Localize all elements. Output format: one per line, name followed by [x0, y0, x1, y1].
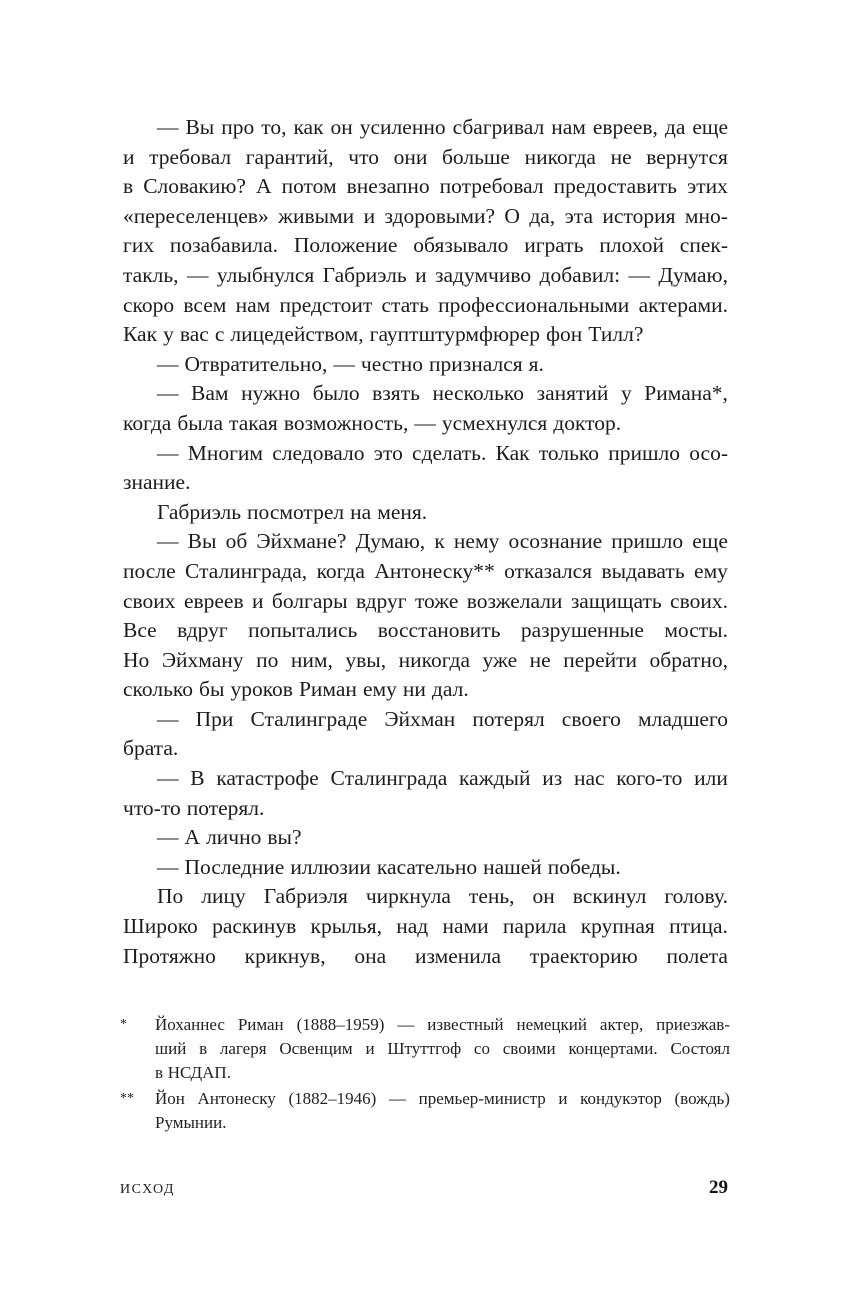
footnote-marker: **	[120, 1091, 134, 1106]
text-line: скоро всем нам предстоит стать профессиональными актерами.	[123, 292, 728, 317]
text-line: — Вам нужно было взять несколько занятий у Римана*,	[157, 381, 728, 406]
text-line: в Словакию? А потом внезапно потребовал предоставить этих	[123, 174, 728, 199]
footnote-text	[155, 1013, 730, 1085]
text-line: ший в лагеря Освенцим и Штуттгоф со своими концертами. Состоял	[155, 1039, 730, 1058]
text-line: брата.	[123, 736, 179, 761]
text-line: Йон Антонеску (1882–1946) — премьер-министр и кондукэтор (вождь)	[155, 1089, 730, 1108]
running-head: ИСХОД	[120, 1182, 175, 1197]
text-line: такль, — улыбнулся Габриэль и задумчиво добавил: — Думаю,	[123, 262, 728, 287]
text-line: в НСДАП.	[155, 1063, 231, 1082]
text-line: Но Эйхману по ним, увы, никогда уже не перейти обратно,	[123, 647, 728, 672]
text-line: — Многим следовало это сделать. Как только пришло осо-	[157, 440, 728, 465]
page-footer	[120, 1177, 728, 1199]
text-line: Протяжно крикнув, она изменила траекторию полета	[123, 943, 728, 968]
footnote-text	[155, 1087, 730, 1135]
footnote	[120, 1087, 730, 1135]
text-line: после Сталинграда, когда Антонеску** отказался выдавать ему	[123, 558, 728, 583]
text-line: Широко раскинув крылья, над нами парила крупная птица.	[123, 914, 728, 939]
text-line: — Последние иллюзии касательно нашей победы.	[157, 854, 621, 879]
text-line: гих позабавила. Положение обязывало играть плохой спек-	[123, 233, 728, 258]
main-text	[123, 113, 728, 971]
text-line: — Вы про то, как он усиленно сбагривал нам евреев, да еще	[157, 115, 728, 139]
text-line: Румынии.	[155, 1113, 227, 1132]
text-line: — Вы об Эйхмане? Думаю, к нему осознание пришло еще	[157, 529, 728, 554]
text-line: своих евреев и болгары вдруг тоже возжелали защищать своих.	[123, 588, 728, 613]
text-line: Габриэль посмотрел на меня.	[157, 499, 428, 524]
text-line: «переселенцев» живыми и здоровыми? О да, эта история мно-	[123, 203, 728, 228]
text-line: — Отвратительно, — честно признался я.	[157, 351, 544, 376]
text-line: что-то потерял.	[123, 795, 265, 820]
text-line: когда была такая возможность, — усмехнулся доктор.	[123, 410, 622, 435]
text-line: сколько бы уроков Риман ему ни дал.	[123, 677, 469, 702]
footnote	[120, 1013, 730, 1085]
text-line: Как у вас с лицедейством, гауптштурмфюрер фон Тилл?	[123, 322, 644, 347]
text-line: знание.	[123, 470, 191, 495]
text-line: По лицу Габриэля чиркнула тень, он вскинул голову.	[157, 884, 728, 909]
text-line: Йоханнес Риман (1888–1959) — известный немецкий актер, приезжав-	[155, 1015, 730, 1034]
text-line: — А лично вы?	[157, 825, 302, 850]
text-line: Все вдруг попытались восстановить разрушенные мосты.	[123, 618, 728, 643]
footnote-marker: *	[120, 1017, 127, 1032]
text-line: — При Сталинграде Эйхман потерял своего младшего	[157, 706, 728, 731]
text-line: — В катастрофе Сталинграда каждый из нас кого-то или	[157, 766, 728, 791]
footnotes	[120, 1013, 730, 1137]
text-line: и требовал гарантий, что они больше никогда не вернутся	[123, 144, 728, 169]
page-number: 29	[709, 1177, 728, 1198]
